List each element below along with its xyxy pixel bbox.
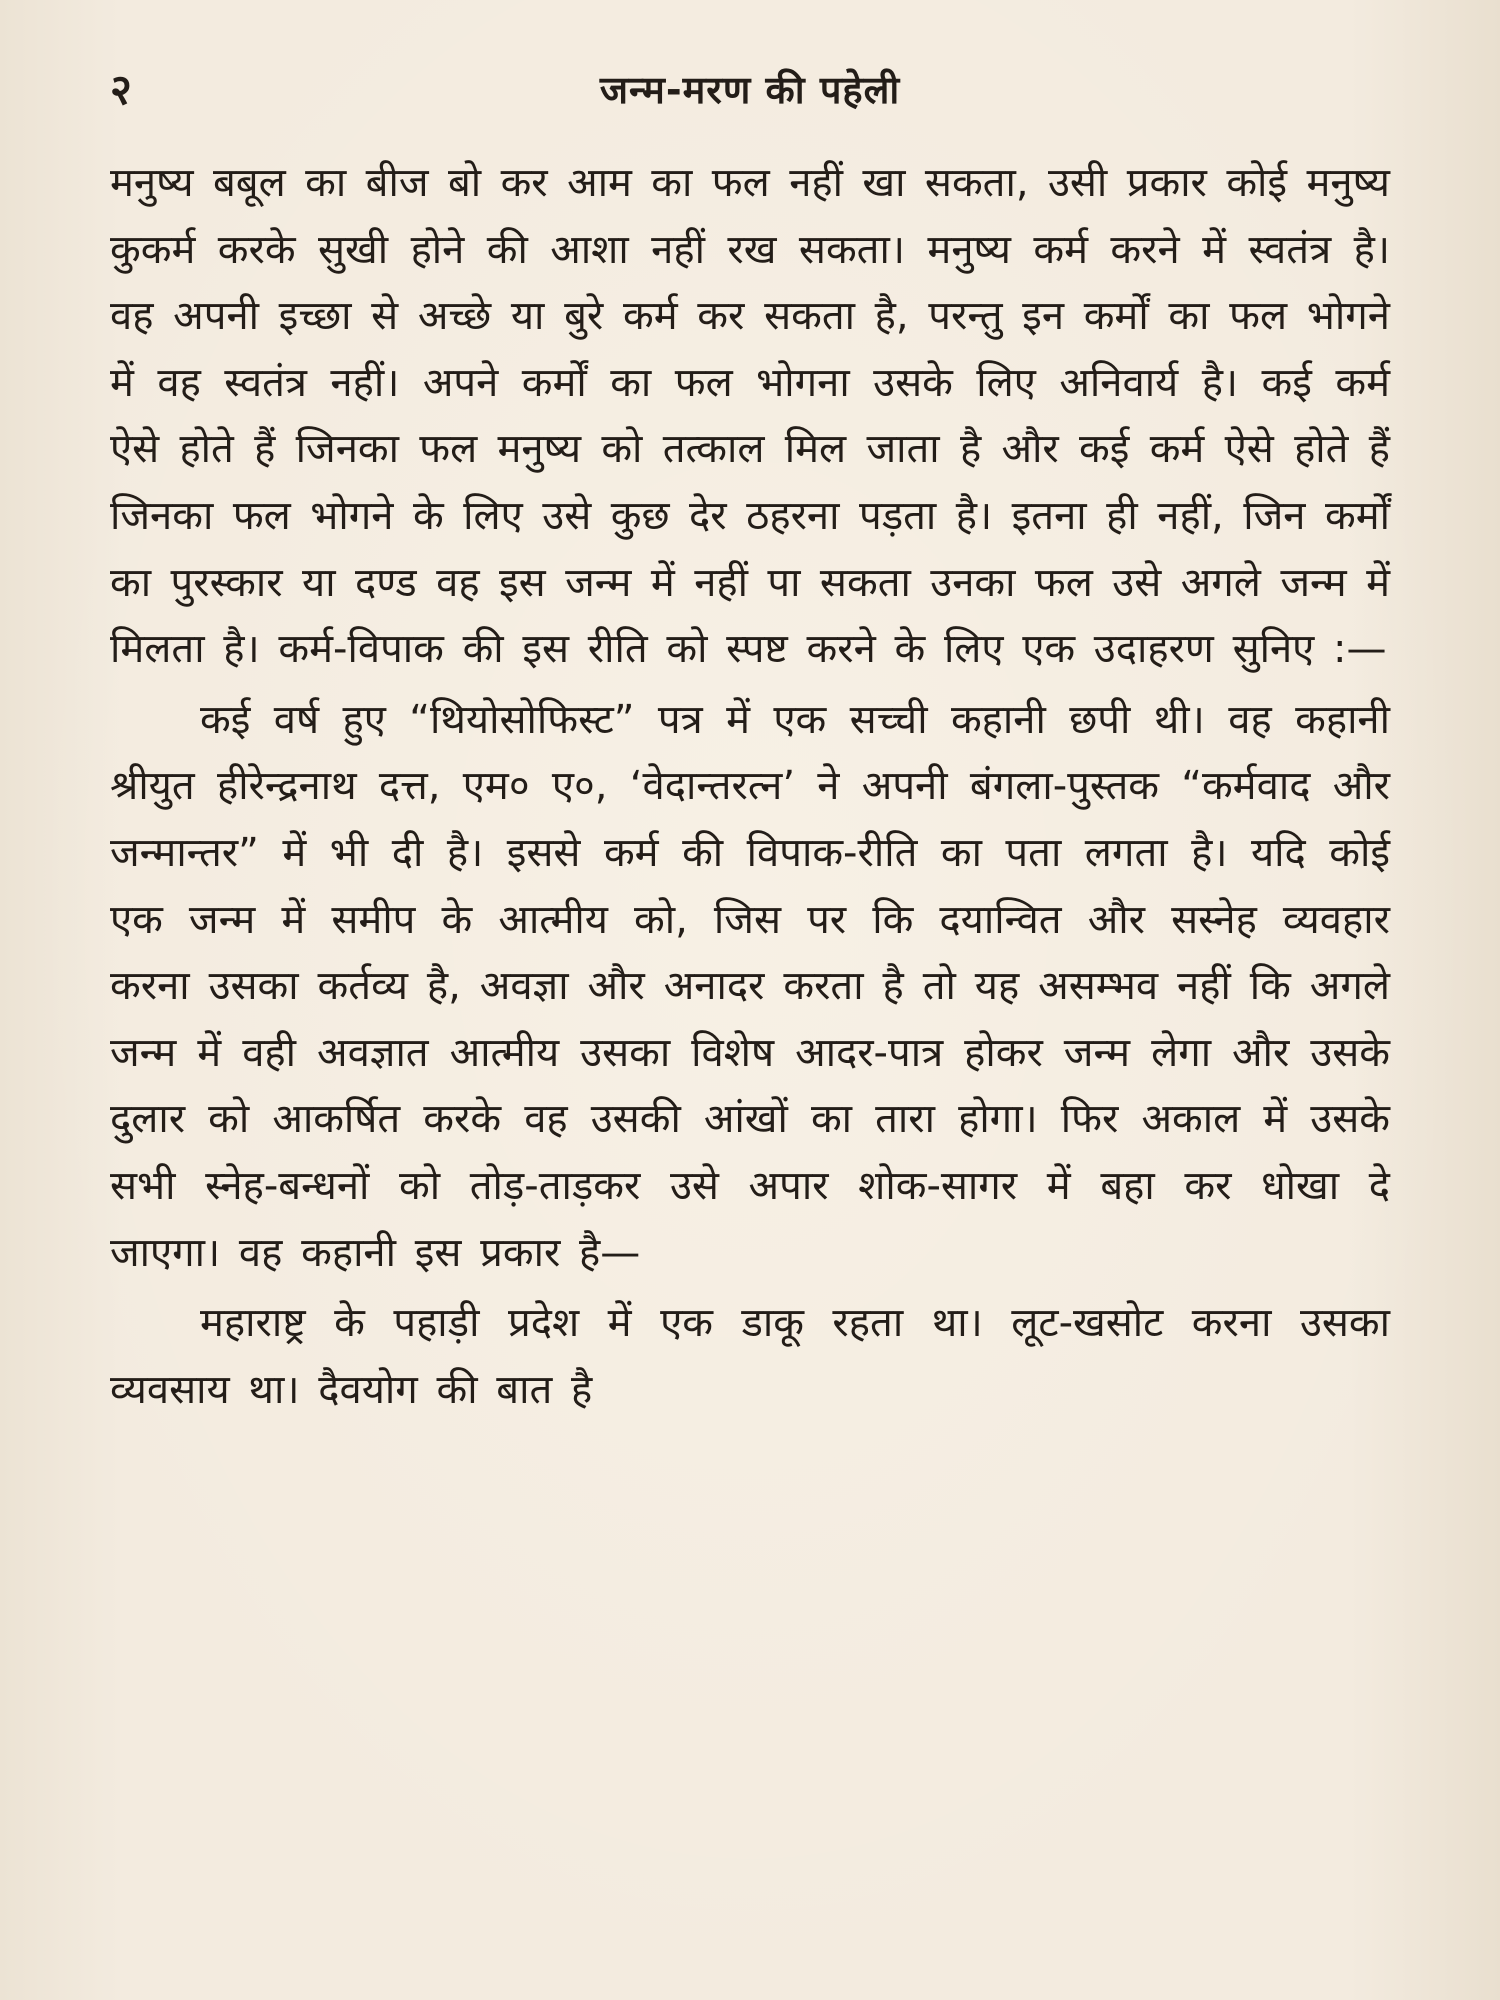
paragraph-2: कई वर्ष हुए “थियोसोफिस्ट” पत्र में एक सच्ची कहानी छपी थी। वह कहानी श्रीयुत हीरेन्द्रनाथ दत्त, एम० ए०, ‘वेदान्तरत्न’ ने अपनी बंगला-पुस्तक “कर्मवाद और जन्मान्तर” में भी दी है। इससे कर्म की विपाक-रीति का पता लगता है। यदि कोई एक जन्म में समीप के आत्मीय को, जिस पर कि दयान्वित और सस्नेह व्यवहार करना उसका कर्तव्य है, अवज्ञा और अनादर करता है तो यह असम्भव नहीं कि अगले जन्म में वही अवज्ञात आत्मीय उसका विशेष आदर-पात्र होकर जन्म लेगा और उसके दुलार को आकर्षित करके वह उसकी आंखों का तारा होगा। फिर अकाल में उसके सभी स्नेह-बन्धनों को तोड़-ताड़कर उसे अपार शोक-सागर में बहा कर धोखा दे जाएगा। वह कहानी इस प्रकार है— <box>110 696 1390 1276</box>
page-header <box>110 60 1390 120</box>
paragraph-3: महाराष्ट्र के पहाड़ी प्रदेश में एक डाकू रहता था। लूट-खसोट करना उसका व्यवसाय था। दैवयोग की बात है <box>110 1300 1390 1413</box>
page-number: २ <box>110 65 132 114</box>
running-title: जन्म-मरण की पहेली <box>599 68 901 112</box>
body-text <box>110 150 1390 1423</box>
paragraph-1: मनुष्य बबूल का बीज बो कर आम का फल नहीं खा सकता, उसी प्रकार कोई मनुष्य कुकर्म करके सुखी होने की आशा नहीं रख सकता। मनुष्य कर्म करने में स्वतंत्र है। वह अपनी इच्छा से अच्छे या बुरे कर्म कर सकता है, परन्तु इन कर्मों का फल भोगने में वह स्वतंत्र नहीं। अपने कर्मों का फल भोगना उसके लिए अनिवार्य है। कई कर्म ऐसे होते हैं जिनका फल मनुष्य को तत्काल मिल जाता है और कई कर्म ऐसे होते हैं जिनका फल भोगने के लिए उसे कुछ देर ठहरना पड़ता है। इतना ही नहीं, जिन कर्मों का पुरस्कार या दण्ड वह इस जन्म में नहीं पा सकता उनका फल उसे अगले जन्म में मिलता है। कर्म-विपाक की इस रीति को स्पष्ट करने के लिए एक उदाहरण सुनिए :— <box>110 160 1390 673</box>
